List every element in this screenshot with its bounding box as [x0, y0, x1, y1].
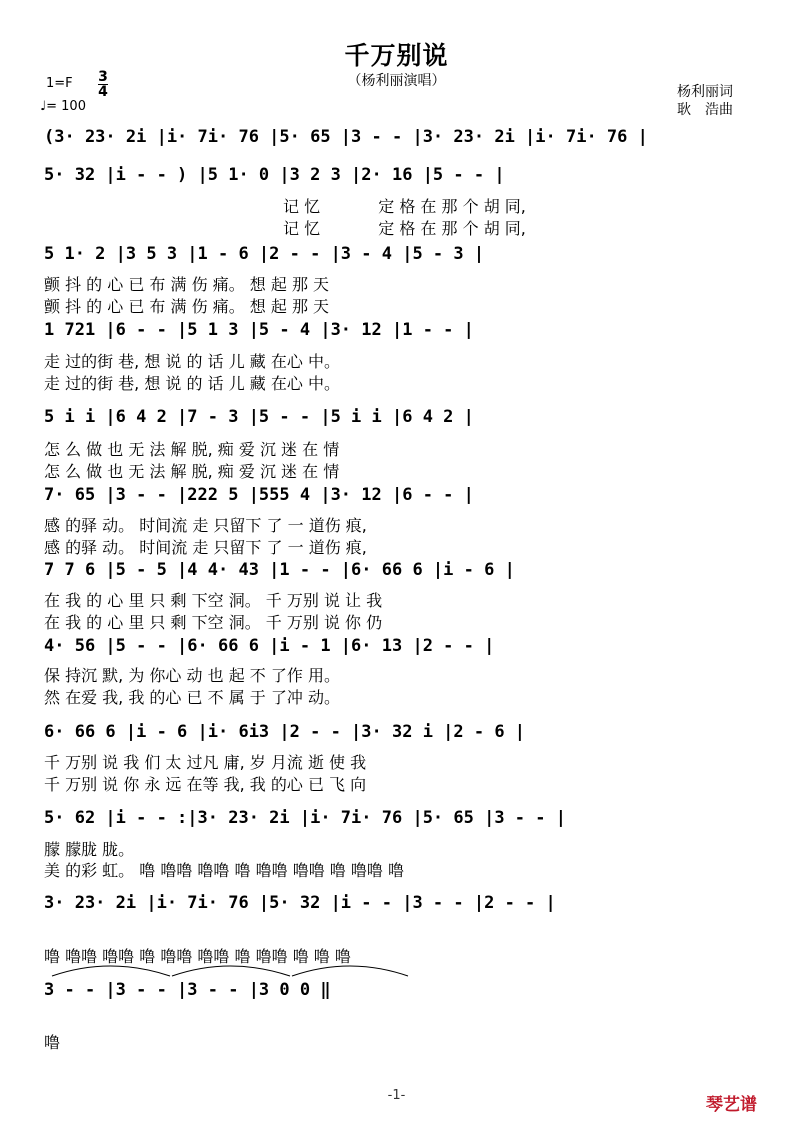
- notes-row-7: 7 7 6 |5 - 5 |4 4· 43 |1 - - |6· 66 6 |i - 6 |: [44, 560, 515, 580]
- lyric-row-7-verse-1: 在 我 的 心 里 只 剩 下空 洞。 千 万别 说 让 我: [44, 591, 383, 610]
- lyric-row-8-verse-2: 然 在爱 我, 我 的心 已 不 属 于 了冲 动。: [44, 688, 340, 707]
- lyric-row-3-verse-1: 颤 抖 的 心 已 布 满 伤 痛。 想 起 那 天: [44, 275, 330, 294]
- notes-row-1: (3· 23· 2i |i· 7i· 76 |5· 65 |3 - - |3· 23· 2i |i· 7i· 76 |: [44, 127, 648, 147]
- time-signature: [98, 70, 108, 99]
- lyricist-credit: 杨利丽词: [677, 84, 733, 100]
- notes-row-2: 5· 32 |i - - ) |5 1· 0 |3 2 3 |2· 16 |5 - - |: [44, 165, 505, 185]
- tie-arcs: [40, 958, 420, 980]
- song-subtitle: （杨利丽演唱）: [347, 73, 446, 89]
- notes-row-4: 1 721 |6 - - |5 1 3 |5 - 4 |3· 12 |1 - - |: [44, 320, 474, 340]
- lyric-row-4-verse-2: 走 过的街 巷, 想 说 的 话 儿 藏 在心 中。: [44, 374, 340, 393]
- notes-row-11: 3· 23· 2i |i· 7i· 76 |5· 32 |i - - |3 - - |2 - - |: [44, 893, 556, 913]
- notes-row-8: 4· 56 |5 - - |6· 66 6 |i - 1 |6· 13 |2 - - |: [44, 636, 495, 656]
- lyric-row-8-verse-1: 保 持沉 默, 为 你心 动 也 起 不 了作 用。: [44, 666, 340, 685]
- lyric-row-9-verse-2: 千 万别 说 你 永 远 在等 我, 我 的心 已 飞 向: [44, 775, 367, 794]
- tie-arc: [172, 966, 290, 976]
- notes-row-6: 7· 65 |3 - - |222 5 |555 4 |3· 12 |6 - - |: [44, 485, 474, 505]
- lyric-row-5-verse-1: 怎 么 做 也 无 法 解 脱, 痴 爱 沉 迷 在 情: [44, 440, 340, 459]
- lyric-row-11: 噜 噜噜 噜噜 噜 噜噜 噜噜 噜 噜噜 噜 噜 噜: [44, 947, 351, 966]
- tempo-mark: ♩= 100: [40, 99, 86, 114]
- time-sig-top: 3: [98, 69, 108, 85]
- tie-arc: [292, 966, 408, 976]
- lyric-row-10-verse-2: 美 的彩 虹。 噜 噜噜 噜噜 噜 噜噜 噜噜 噜 噜噜 噜: [44, 861, 404, 880]
- lyric-row-12: 噜: [44, 1033, 61, 1052]
- lyric-row-6-verse-1: 感 的驿 动。 时间流 走 只留下 了 一 道伤 痕,: [44, 516, 367, 535]
- lyric-row-5-verse-2: 怎 么 做 也 无 法 解 脱, 痴 爱 沉 迷 在 情: [44, 462, 340, 481]
- song-title: 千万别说: [344, 41, 449, 70]
- notes-row-10: 5· 62 |i - - :|3· 23· 2i |i· 7i· 76 |5· 65 |3 - - |: [44, 808, 566, 828]
- notes-row-3: 5 1· 2 |3 5 3 |1 - 6 |2 - - |3 - 4 |5 - 3 |: [44, 244, 485, 264]
- lyric-row-2-verse-1: 记 忆 定 格 在 那 个 胡 同,: [283, 197, 526, 216]
- composer-credit: 耿 浩曲: [677, 102, 733, 118]
- lyric-row-6-verse-2: 感 的驿 动。 时间流 走 只留下 了 一 道伤 痕,: [44, 538, 367, 557]
- notes-row-12: 3 - - |3 - - |3 - - |3 0 0 ‖: [44, 980, 331, 1000]
- lyric-row-7-verse-2: 在 我 的 心 里 只 剩 下空 洞。 千 万别 说 你 仍: [44, 613, 383, 632]
- notes-row-9: 6· 66 6 |i - 6 |i· 6i3 |2 - - |3· 32 i |2 - 6 |: [44, 722, 526, 742]
- tie-arc: [52, 966, 170, 976]
- site-watermark-logo: 琴艺谱: [706, 1095, 757, 1115]
- notes-row-5: 5 i i |6 4 2 |7 - 3 |5 - - |5 i i |6 4 2 |: [44, 407, 474, 427]
- page-number: -1-: [387, 1088, 406, 1103]
- lyric-row-10-verse-1: 朦 朦胧 胧。: [44, 840, 135, 859]
- lyric-row-2-verse-2: 记 忆 定 格 在 那 个 胡 同,: [283, 219, 526, 238]
- lyric-row-4-verse-1: 走 过的街 巷, 想 说 的 话 儿 藏 在心 中。: [44, 352, 340, 371]
- lyric-row-3-verse-2: 颤 抖 的 心 已 布 满 伤 痛。 想 起 那 天: [44, 297, 330, 316]
- key-signature: 1=F: [46, 76, 73, 91]
- lyric-row-9-verse-1: 千 万别 说 我 们 太 过凡 庸, 岁 月流 逝 使 我: [44, 753, 367, 772]
- time-sig-bottom: 4: [98, 84, 108, 100]
